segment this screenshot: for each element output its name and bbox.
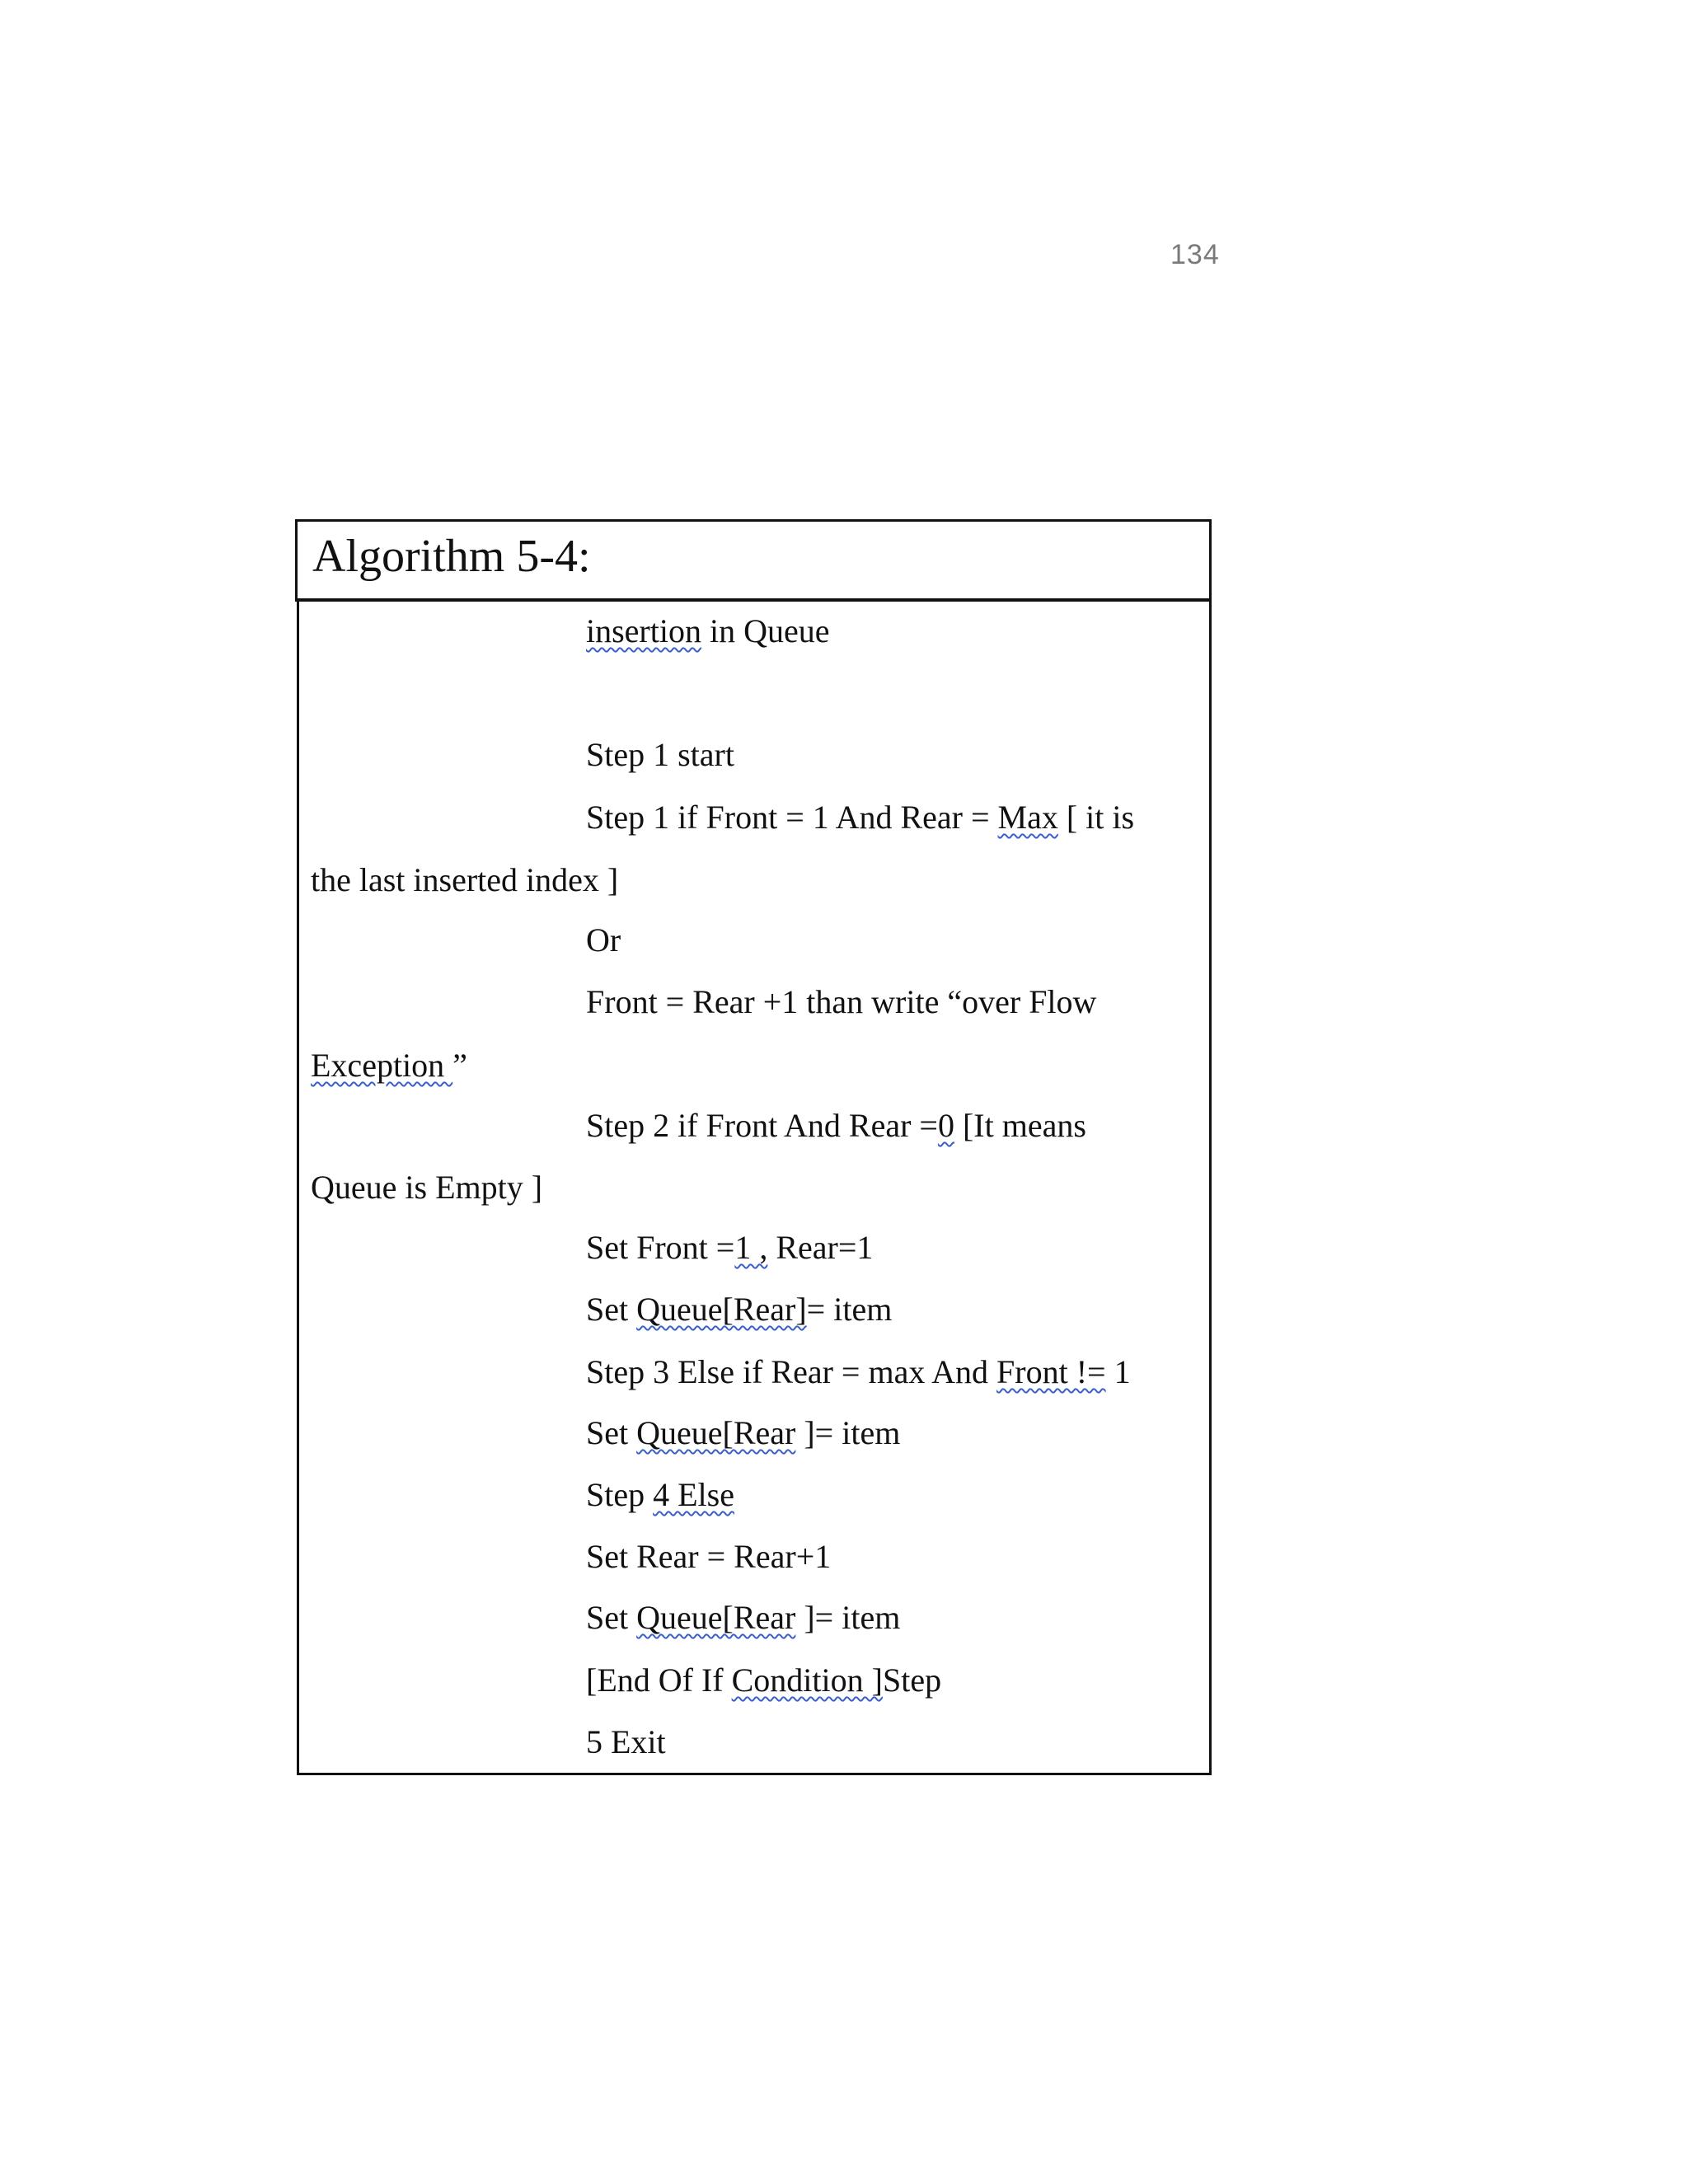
step-line: Front = Rear +1 than write “over Flow bbox=[586, 983, 1097, 1020]
step-line bbox=[586, 1103, 1086, 1149]
step-line bbox=[586, 1657, 941, 1704]
line-text: Set bbox=[586, 1291, 637, 1328]
line-text: Set bbox=[586, 1599, 637, 1636]
step-line: the last inserted index ] bbox=[311, 861, 619, 898]
spellcheck-word: Queue[Rear bbox=[636, 1599, 796, 1636]
step-line bbox=[586, 1349, 1131, 1395]
line-text: in Queue bbox=[701, 612, 830, 649]
spellcheck-word: Queue[Rear] bbox=[636, 1291, 807, 1328]
spellcheck-word: Exception bbox=[311, 1047, 453, 1084]
line-text: Step 2 if Front And Rear = bbox=[586, 1107, 938, 1144]
step-line: Set Rear = Rear+1 bbox=[586, 1538, 832, 1575]
line-text: 1 bbox=[1105, 1353, 1131, 1390]
line-text: Rear=1 bbox=[767, 1229, 874, 1266]
step-line bbox=[586, 1410, 900, 1456]
spellcheck-word: insertion bbox=[586, 612, 701, 649]
step-line: 5 Exit bbox=[586, 1723, 666, 1760]
step-line bbox=[586, 794, 1134, 841]
step-line bbox=[586, 1225, 873, 1271]
step-line bbox=[586, 1286, 892, 1333]
spellcheck-word: 1 , bbox=[734, 1229, 768, 1266]
line-text: [ it is bbox=[1057, 799, 1135, 836]
spellcheck-word: 4 Else bbox=[653, 1476, 734, 1513]
line-text: = item bbox=[806, 1291, 893, 1328]
algorithm-box bbox=[295, 519, 1212, 1775]
line-text: [End Of If bbox=[586, 1661, 732, 1699]
line-text: ]= item bbox=[795, 1414, 901, 1451]
spellcheck-word: 0 bbox=[937, 1107, 954, 1144]
line-text: ]= item bbox=[795, 1599, 901, 1636]
line-text: ” bbox=[452, 1047, 467, 1084]
spellcheck-word: Queue[Rear bbox=[636, 1414, 796, 1451]
algorithm-title: Algorithm 5-4: bbox=[312, 531, 591, 582]
line-text: Step bbox=[882, 1661, 942, 1699]
spellcheck-word: Front != bbox=[996, 1353, 1106, 1390]
line-text: Set bbox=[586, 1414, 637, 1451]
line-text: Step 3 Else if Rear = max And bbox=[586, 1353, 997, 1390]
algorithm-header bbox=[295, 519, 1212, 602]
step-line bbox=[586, 1472, 734, 1518]
step-line: Or bbox=[586, 921, 621, 958]
algorithm-heading-line bbox=[586, 608, 830, 654]
step-line bbox=[586, 1595, 900, 1641]
spellcheck-word: Max bbox=[997, 799, 1058, 836]
line-text: Step 1 if Front = 1 And Rear = bbox=[586, 799, 998, 836]
line-text: [It means bbox=[954, 1107, 1086, 1144]
step-line: Step 1 start bbox=[586, 736, 734, 773]
page-number: 134 bbox=[1170, 239, 1220, 270]
line-text: Step bbox=[586, 1476, 654, 1513]
line-text: Set Front = bbox=[586, 1229, 735, 1266]
spellcheck-word: Condition ] bbox=[731, 1661, 883, 1699]
step-line: Queue is Empty ] bbox=[311, 1169, 543, 1206]
algorithm-body bbox=[297, 602, 1212, 1775]
step-line bbox=[311, 1043, 467, 1089]
